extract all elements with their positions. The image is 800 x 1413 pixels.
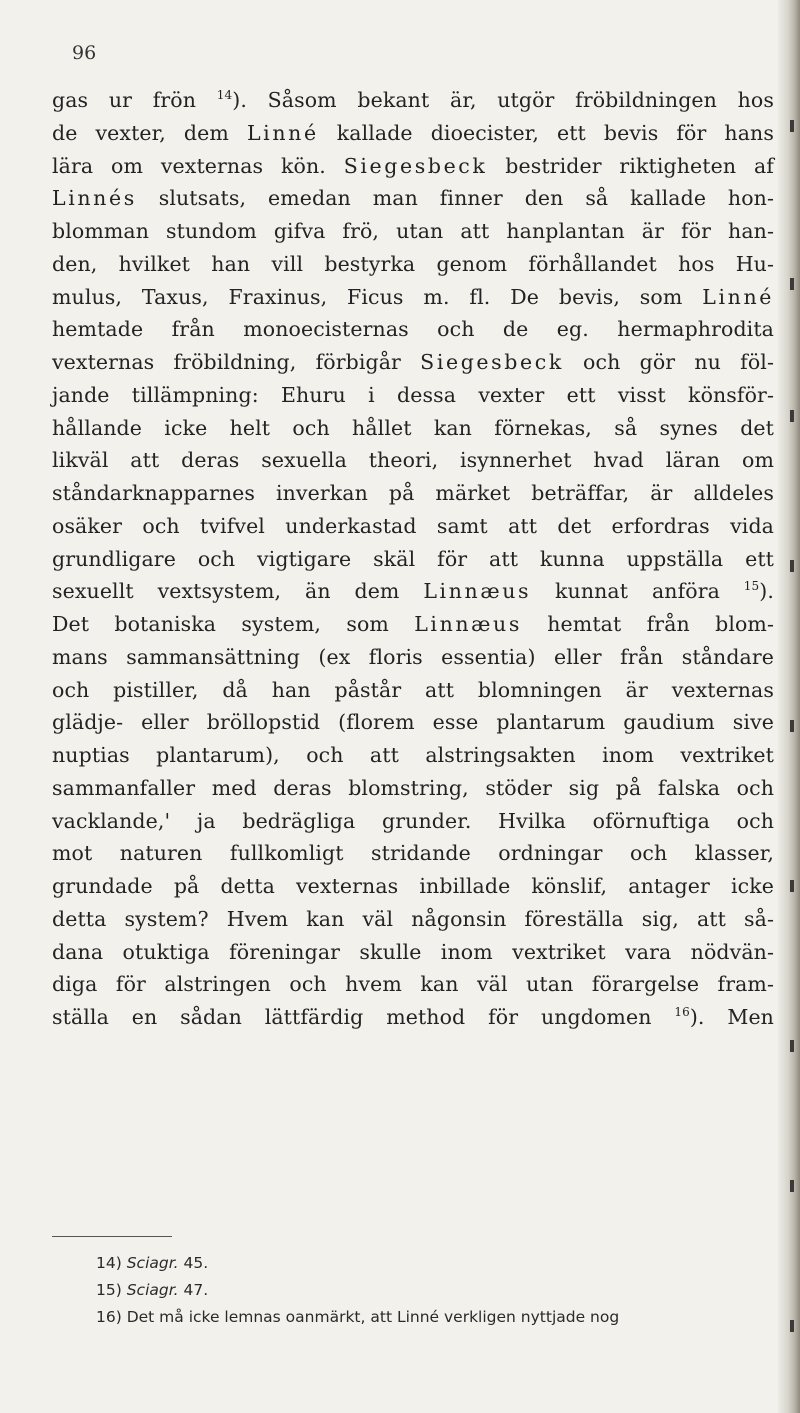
text-run: blomman stundom gifva frö, utan att hanplantan är för han- bbox=[52, 219, 774, 243]
footnote-source: Sciagr. bbox=[126, 1281, 179, 1299]
text-run: likväl att deras sexuella theori, isynnerhet hvad läran om bbox=[52, 448, 774, 473]
footnote-text: Det må icke lemnas oanmärkt, att Linné verkligen nyttjade nog bbox=[126, 1308, 620, 1326]
body-text bbox=[52, 84, 774, 1034]
spaced-name: Siegesbeck bbox=[343, 153, 488, 178]
text-line bbox=[52, 346, 774, 379]
page-number: 96 bbox=[72, 42, 97, 64]
text-line bbox=[52, 772, 774, 805]
text-run: detta system? Hvem kan väl någonsin föreställa sig, att så- bbox=[52, 906, 774, 931]
spaced-name: Siegesbeck bbox=[420, 350, 564, 374]
edge-mark bbox=[790, 1040, 794, 1052]
text-line bbox=[52, 313, 774, 346]
text-line bbox=[52, 182, 774, 215]
text-line bbox=[52, 281, 774, 314]
text-run: lära om vexternas kön. bbox=[52, 153, 344, 178]
spaced-name: Linné bbox=[246, 120, 319, 145]
text-run: sexuellt vextsystem, än dem bbox=[52, 579, 424, 604]
text-run: mulus, Taxus, Fraxinus, Ficus m. fl. De bevis, som bbox=[52, 284, 703, 309]
text-run: ). Men bbox=[689, 1005, 774, 1029]
text-line bbox=[52, 150, 774, 183]
text-line bbox=[52, 1001, 774, 1034]
page-edge bbox=[778, 0, 800, 1413]
text-line bbox=[52, 903, 774, 936]
text-run: diga för alstringen och hvem kan väl utan förargelse fram- bbox=[52, 972, 774, 997]
text-run: glädje- eller bröllopstid (florem esse plantarum gaudium sive bbox=[52, 710, 774, 735]
text-line bbox=[52, 870, 774, 903]
footnote bbox=[96, 1304, 786, 1331]
text-line bbox=[52, 477, 774, 510]
edge-mark bbox=[790, 1180, 794, 1192]
footnote-ref: 15 bbox=[743, 579, 760, 594]
text-line bbox=[52, 84, 774, 117]
text-run: jande tillämpning: Ehuru i dessa vexter ett visst könsför- bbox=[52, 382, 774, 407]
text-run: mans sammansättning (ex floris essentia) eller från ståndare bbox=[52, 644, 774, 669]
text-line bbox=[52, 575, 774, 608]
text-line bbox=[52, 510, 774, 543]
text-line bbox=[52, 248, 774, 281]
text-line bbox=[52, 837, 774, 870]
text-run: den, hvilket han vill bestyrka genom förhållandet hos Hu- bbox=[52, 251, 774, 276]
text-run: hemtade från monoecisternas och de eg. hermaphrodita bbox=[52, 317, 774, 342]
text-line bbox=[52, 805, 774, 838]
text-line bbox=[52, 739, 774, 772]
text-run: och gör nu föl- bbox=[563, 350, 774, 374]
text-run: bestrider riktigheten af bbox=[487, 153, 774, 178]
text-run: kunnat anföra bbox=[531, 579, 744, 604]
text-run: mot naturen fullkomligt stridande ordningar och klasser, bbox=[52, 841, 774, 866]
footnote-rule bbox=[52, 1236, 172, 1237]
footnote bbox=[96, 1250, 786, 1277]
text-run: vexternas fröbildning, förbigår bbox=[52, 350, 421, 374]
edge-mark bbox=[790, 120, 794, 132]
text-line bbox=[52, 117, 774, 150]
spaced-name: Linnés bbox=[52, 186, 137, 211]
edge-mark bbox=[790, 560, 794, 572]
text-run: kallade dioecister, ett bevis för hans bbox=[318, 120, 774, 145]
text-run: ståndarknapparnes inverkan på märket beträffar, är alldeles bbox=[52, 481, 774, 505]
footnote-ref: 14 bbox=[216, 88, 233, 102]
text-line bbox=[52, 543, 774, 576]
text-line bbox=[52, 215, 774, 248]
text-run: nuptias plantarum), och att alstringsakten inom vextriket bbox=[52, 743, 774, 767]
text-run: vacklande,' ja bedrägliga grunder. Hvilka oförnuftiga och bbox=[52, 808, 774, 833]
text-line bbox=[52, 444, 774, 477]
edge-mark bbox=[790, 720, 794, 732]
footnotes bbox=[96, 1250, 786, 1331]
text-run: slutsats, emedan man finner den så kallade hon- bbox=[136, 186, 774, 211]
text-line bbox=[52, 674, 774, 707]
text-run: gas ur frön bbox=[52, 88, 217, 112]
text-run: de vexter, dem bbox=[52, 120, 247, 145]
footnote-number: 15) bbox=[96, 1281, 127, 1299]
text-run: grundade på detta vexternas inbillade könslif, antager icke bbox=[52, 874, 774, 898]
text-line bbox=[52, 968, 774, 1001]
text-run: ). bbox=[759, 579, 774, 604]
edge-mark bbox=[790, 1320, 794, 1332]
text-line bbox=[52, 412, 774, 445]
text-run: Det botaniska system, som bbox=[52, 612, 415, 636]
footnote bbox=[96, 1277, 786, 1304]
spaced-name: Linnæus bbox=[423, 579, 532, 604]
text-run: dana otuktiga föreningar skulle inom vextriket vara nödvän- bbox=[52, 939, 774, 964]
text-line bbox=[52, 641, 774, 674]
text-line bbox=[52, 379, 774, 412]
footnote-source: Sciagr. bbox=[126, 1254, 179, 1272]
footnote-number: 14) bbox=[96, 1254, 127, 1272]
footnote-text: 45. bbox=[178, 1254, 209, 1272]
text-run: hemtat från blom- bbox=[521, 612, 774, 636]
footnote-number: 16) bbox=[96, 1308, 127, 1326]
spaced-name: Linné bbox=[702, 284, 774, 309]
text-run: ). Såsom bekant är, utgör fröbildningen hos bbox=[232, 88, 774, 112]
footnote-ref: 16 bbox=[674, 1005, 690, 1019]
text-run: ställa en sådan lättfärdig method för ungdomen bbox=[52, 1005, 675, 1029]
text-run: och pistiller, då han påstår att blomningen är vexternas bbox=[52, 677, 774, 702]
edge-mark bbox=[790, 880, 794, 892]
spaced-name: Linnæus bbox=[414, 612, 522, 636]
text-line bbox=[52, 706, 774, 739]
text-run: osäker och tvifvel underkastad samt att det erfordras vida bbox=[52, 513, 774, 538]
text-line bbox=[52, 608, 774, 641]
footnote-text: 47. bbox=[178, 1281, 209, 1299]
edge-mark bbox=[790, 410, 794, 422]
text-run: grundligare och vigtigare skäl för att kunna uppställa ett bbox=[52, 546, 774, 571]
edge-mark bbox=[790, 278, 794, 290]
text-run: sammanfaller med deras blomstring, stöder sig på falska och bbox=[52, 775, 774, 800]
text-run: hållande icke helt och hållet kan förnekas, så synes det bbox=[52, 415, 774, 440]
text-line bbox=[52, 936, 774, 969]
